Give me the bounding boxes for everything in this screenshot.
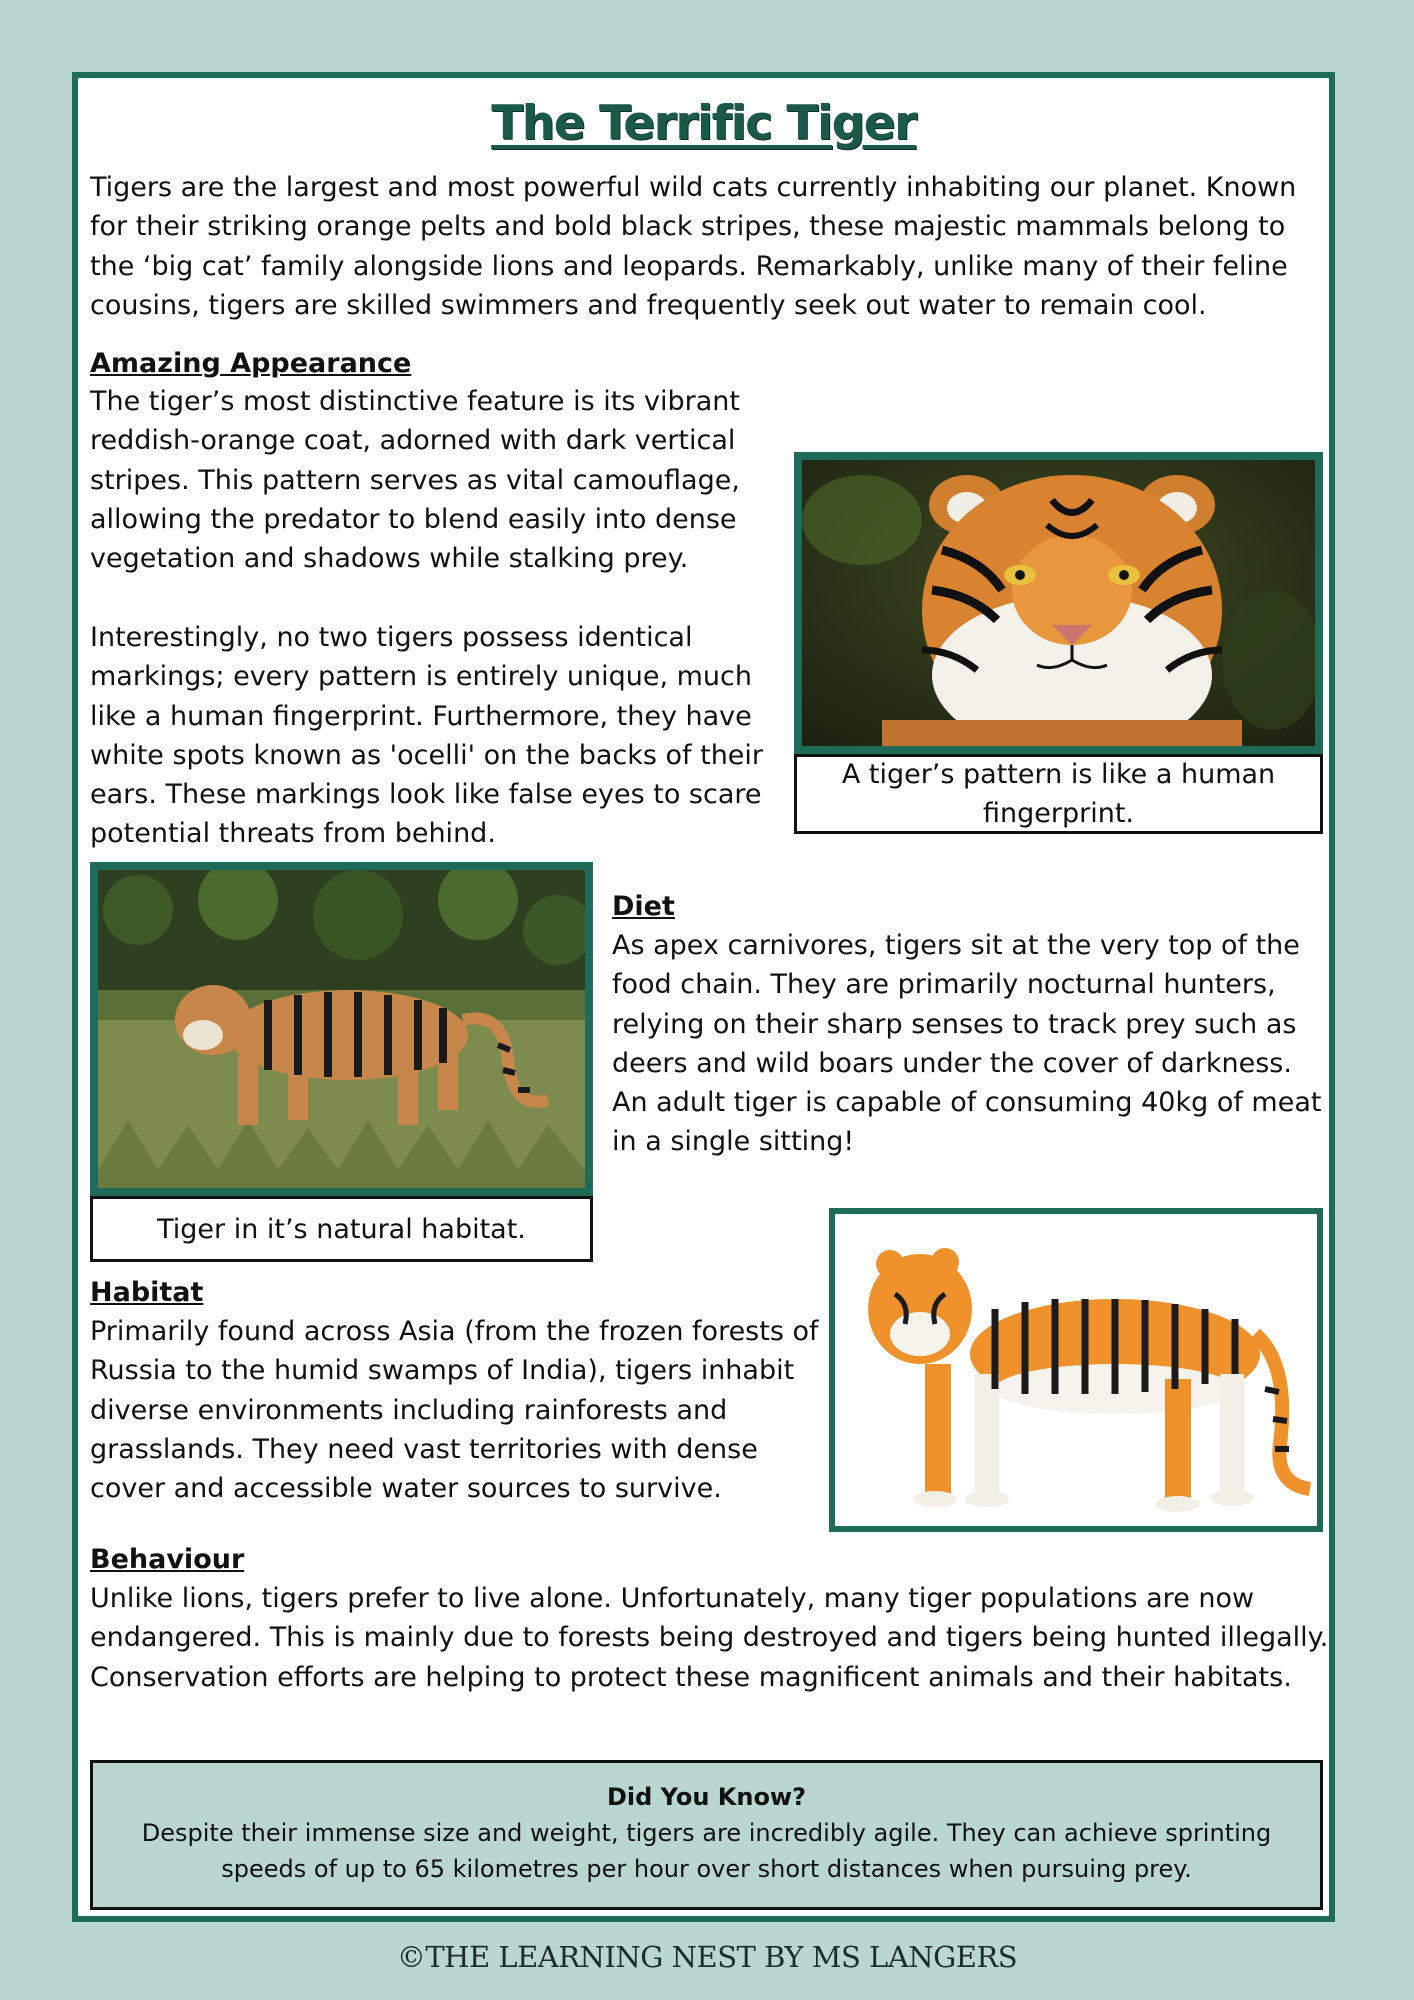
tiger-walking-photo (90, 862, 593, 1196)
behaviour-heading: Behaviour (90, 1544, 245, 1575)
tiger-standing-photo (829, 1208, 1323, 1532)
appearance-photo-caption: A tiger’s pattern is like a human fingerprint. (794, 754, 1323, 834)
tiger-face-photo (794, 452, 1323, 754)
did-you-know-text: Despite their immense size and weight, tigers are incredibly agile. They can achieve sprinting speeds of up to 65 kilometres per hour over short distances when pursuing prey. (141, 1819, 1272, 1883)
page-title: The Terrific Tiger (491, 96, 916, 151)
did-you-know-title: Did You Know? (606, 1783, 807, 1811)
tiger-walking-icon (98, 870, 585, 1188)
did-you-know-box (90, 1760, 1323, 1910)
appearance-paragraph-1: The tiger’s most distinctive feature is its vibrant reddish-orange coat, adorned with dark vertical stripes. This pattern serves as vital camouflage, allowing the predator to blend easily into dense vegetation and shadows while stalking prey. (90, 386, 740, 575)
footer-credit: ©THE LEARNING NEST BY MS LANGERS (396, 1940, 1018, 1974)
habitat-paragraph: Primarily found across Asia (from the frozen forests of Russia to the humid swamps of India), tigers inhabit diverse environments including rainforests and grasslands. They need vast territories with dense cover and accessible water sources to survive. (90, 1316, 819, 1505)
diet-paragraph: As apex carnivores, tigers sit at the very top of the food chain. They are primarily nocturnal hunters, relying on their sharp senses to track prey such as deers and wild boars under the cover of darkness. An adult tiger is capable of consuming 40kg of meat in a single sitting! (612, 930, 1322, 1158)
diet-heading: Diet (612, 891, 675, 922)
behaviour-paragraph: Unlike lions, tigers prefer to live alone. Unfortunately, many tiger populations are now endangered. This is mainly due to forests being destroyed and tigers being hunted illegally. Conservation efforts are helping to protect these magnificent animals and their habitats. (90, 1583, 1329, 1693)
habitat-heading: Habitat (90, 1277, 204, 1308)
tiger-standing-icon (835, 1214, 1317, 1526)
appearance-heading: Amazing Appearance (90, 348, 412, 379)
intro-paragraph: Tigers are the largest and most powerful wild cats currently inhabiting our planet. Known for their striking orange pelts and bold black stripes, these majestic mammals belong to the ‘big cat’ family alongside lions and leopards. Remarkably, unlike many of their feline cousins, tigers are skilled swimmers and frequently seek out water to remain cool. (90, 172, 1297, 321)
tiger-face-icon (802, 460, 1315, 746)
diet-photo-caption: Tiger in it’s natural habitat. (90, 1196, 593, 1262)
appearance-paragraph-2: Interestingly, no two tigers possess identical markings; every pattern is entirely unique, much like a human fingerprint. Furthermore, they have white spots known as 'ocelli' on the backs of their ears. These markings look like false eyes to scare potential threats from behind. (90, 622, 764, 850)
worksheet-page (72, 72, 1335, 1922)
